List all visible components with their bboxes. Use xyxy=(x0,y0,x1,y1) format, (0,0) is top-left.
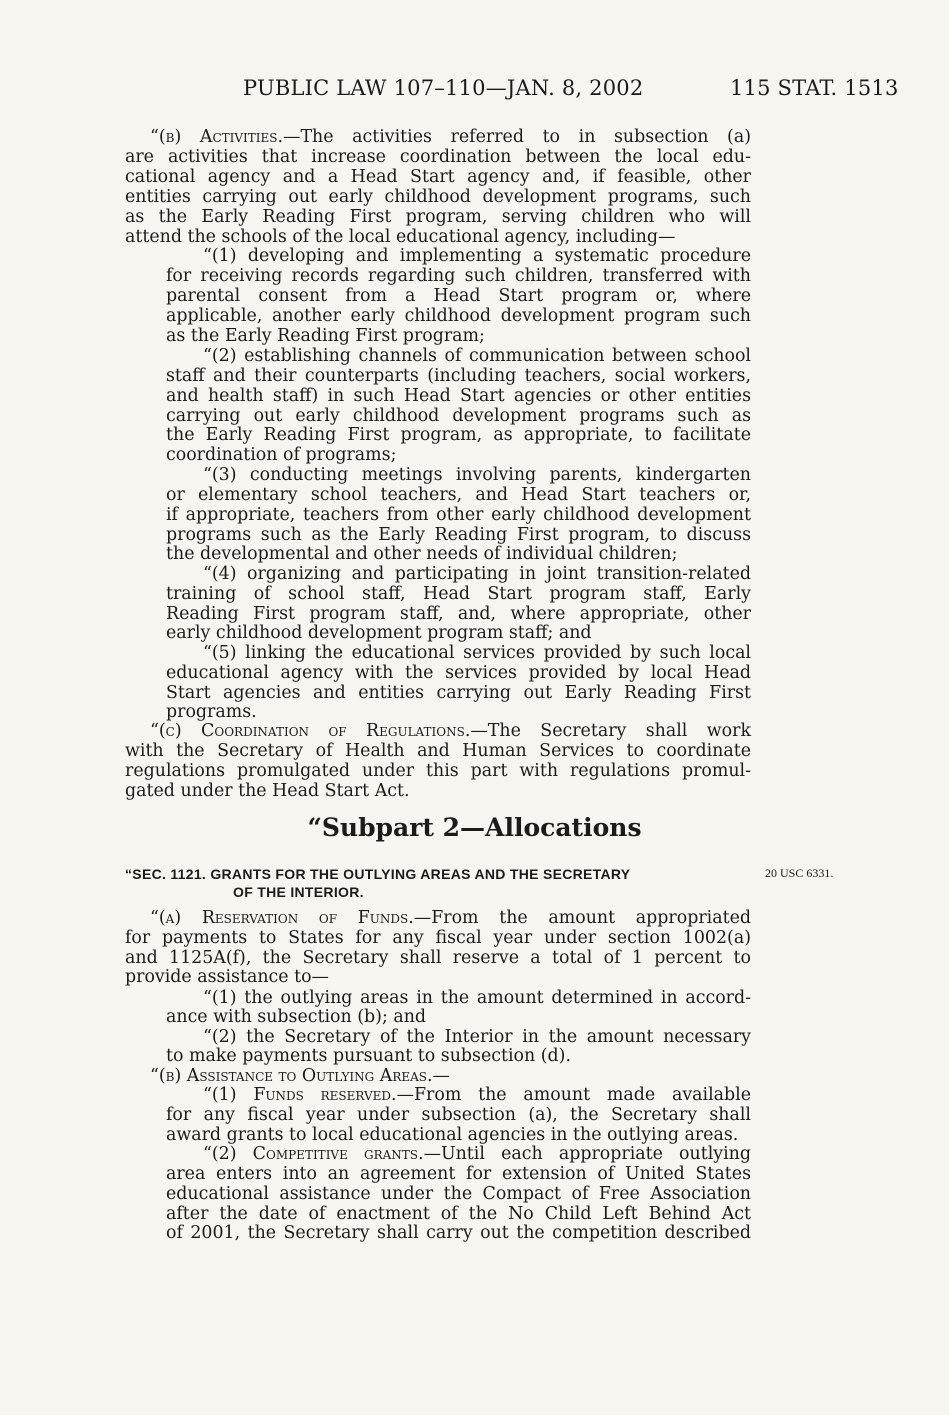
subpart-title: “Subpart 2—Allocations xyxy=(307,813,642,842)
coordination-heading: “(c) Coordination of Regulations. xyxy=(150,721,471,741)
competitive-grants-paragraph: “(2) Competitive grants.—Until each appropriate outlying xyxy=(203,1144,751,1164)
document-page: PUBLIC LAW 107–110—JAN. 8, 2002 115 STAT. 1513 “(b) Activities.—The activities referred to in subsection (a) are activities that increase coordination between the local edu- cational agency and a Head Start agency and, if feasible, other entities carrying out early childhood development programs, such as the Early Reading First program, serving children who will attend the schools of the local educational agency, including— “(1) developing and implementing a systematic procedure for receiving records regarding such children, transferred with parental consent from a Head Start program or, where applicable, another early childhood development program such as the Early Reading First program; “(2) establishing channels of communication between school staff and their counterparts (including teachers, social workers, and health staff) in such Head Start agencies or other entities carrying out early childhood development programs such as the Early Reading First program, as appropriate, to facilitate coordination of programs; “(3) conducting meetings involving parents, kindergarten or elementary school teachers, and Head Start teachers or, if appropriate, teachers from other early childhood development programs such as the Early Reading First program, to discuss the developmental and other needs of individual children; “(4) organizing and participating in joint transition-related training of school staff, Head Start program staff, Early Reading First program staff, and, where appropriate, other early childhood development program staff; and “(5) linking the educational services provided by such local educational agency with the services provided by local Head Start agencies and entities carrying out Early Reading First programs. “(c) Coordination of Regulations.—The Secretary shall work with the Secretary of Health and Human Services to coordinate regulations promulgated under this part with regulations promul- gated under the Head Start Act. “Subpart 2—Allocations “SEC. 1121. GRANTS FOR THE OUTLYING AREAS AND THE SECRETARY OF THE INTERIOR. 20 USC 6331. “(a) Reservation of Funds.—From the amount appropriated for payments to States for any fiscal year under section 1002(a) and 1125A(f), the Secretary shall reserve a total of 1 percent to provide assistance to— “(1) the outlying areas in the amount determined in accord- ance with subsection (b); and “(2) the Secretary of the Interior in the amount necessary to make payments pursuant to subsection (d). “(b) Assistance to Outlying Areas.— “(1) Funds reserved.—From the amount made available for any fiscal year under subsection (a), the Secretary shall award grants to local educational agencies in the outlying areas. “(2) Competitive grants.—Until each appropriate outlying area enters into an agreement for extension of United States educational assistance under the Compact of Free Association after the date of enactment of the No Child Left Behind Act of 2001, the Secretary shall carry out the competition described xyxy=(0,0,949,1415)
reservation-item-2: “(2) the Secretary of the Interior in the amount necessary xyxy=(203,1027,751,1047)
funds-reserved-paragraph: “(1) Funds reserved.—From the amount made available xyxy=(203,1085,751,1105)
page-header xyxy=(0,76,949,106)
statute-page-number: 115 STAT. 1513 xyxy=(730,76,899,100)
section-heading: “SEC. 1121. GRANTS FOR THE OUTLYING AREAS AND THE SECRETARY OF THE INTERIOR. xyxy=(125,866,631,900)
assistance-heading: “(b) Assistance to Outlying Areas.— xyxy=(150,1066,450,1086)
activities-heading: “(b) Activities. xyxy=(150,127,284,147)
usc-citation-note: 20 USC 6331. xyxy=(765,866,834,880)
running-title: PUBLIC LAW 107–110—JAN. 8, 2002 xyxy=(243,76,644,100)
reservation-heading: “(a) Reservation of Funds. xyxy=(150,908,414,928)
reservation-item-1: “(1) the outlying areas in the amount determined in accord- xyxy=(203,988,751,1008)
